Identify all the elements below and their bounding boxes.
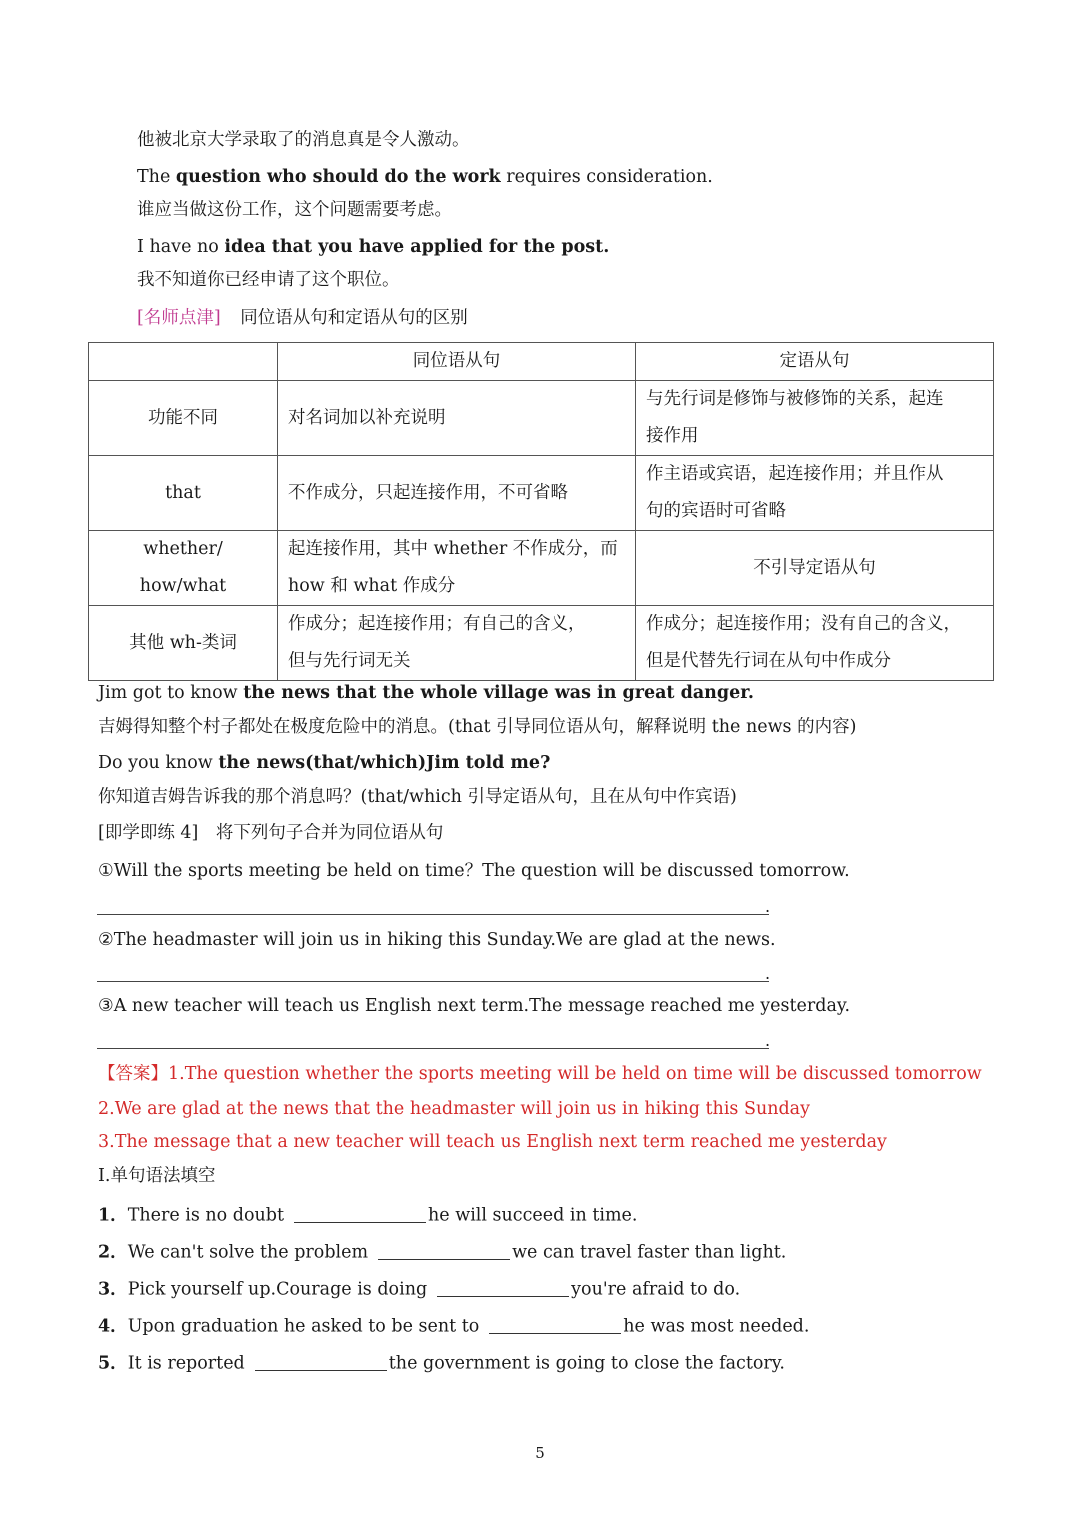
example-en-jim: Jim got to know the news that the whole village was in great danger. [98,683,754,703]
fill-blank-2[interactable] [378,1241,510,1260]
exercise-item-4: 4．Upon graduation he asked to be sent to he was most needed. [98,1316,810,1337]
practice-title: [即学即练 4] 将下列句子合并为同位语从句 [98,823,444,843]
attributive-cell: 作成分；起连接作用；没有自己的含义， 但是代替先行词在从句中作成分 [636,606,994,681]
exercise-title: I.单句语法填空 [98,1166,216,1186]
row-label: whether/ how/what [89,531,278,606]
tip-label: [名师点津] [137,308,221,328]
fill-blank-5[interactable] [255,1352,387,1371]
tip-heading [137,308,468,329]
exercise-item-1: 1．There is no doubt he will succeed in time. [98,1205,638,1226]
header-cell-appositive: 同位语从句 [278,343,636,381]
header-cell-attributive: 定语从句 [636,343,994,381]
row-label: that [89,456,278,531]
table-row [89,381,994,456]
exercise-item-5: 5．It is reported the government is going to close the factory. [98,1353,785,1374]
answer-line-1[interactable] [97,914,769,915]
example-zh-1: 他被北京大学录取了的消息真是令人激动。 [137,130,470,150]
attributive-cell: 不引导定语从句 [636,531,994,606]
practice-question-3: ③A new teacher will teach us English next term.The message reached me yesterday. [98,996,851,1016]
row-label: 其他 wh-类词 [89,606,278,681]
header-cell-empty [89,343,278,381]
comparison-table [88,342,994,681]
exercise-item-3: 3．Pick yourself up.Courage is doing you're afraid to do. [98,1279,741,1300]
example-zh-jim: 吉姆得知整个村子都处在极度危险中的消息。(that 引导同位语从句，解释说明 the news 的内容) [98,717,857,737]
appositive-cell: 起连接作用，其中 whether 不作成分，而 how 和 what 作成分 [278,531,636,606]
example-zh-3: 我不知道你已经申请了这个职位。 [137,270,400,290]
tip-title: 同位语从句和定语从句的区别 [240,308,468,328]
practice-question-2: ②The headmaster will join us in hiking this Sunday.We are glad at the news. [98,930,776,950]
page-number: 5 [535,1444,545,1462]
exercise-item-2: 2．We can't solve the problem we can travel faster than light. [98,1242,787,1263]
table-row [89,456,994,531]
row-label: 功能不同 [89,381,278,456]
example-zh-question: 你知道吉姆告诉我的那个消息吗？(that/which 引导定语从句，且在从句中作宾语) [98,787,737,807]
answer-line-3[interactable] [97,1048,769,1049]
appositive-cell: 作成分；起连接作用；有自己的含义， 但与先行词无关 [278,606,636,681]
example-en-question: Do you know the news(that/which)Jim told me? [98,753,551,773]
answer-period-3: . [765,1031,771,1050]
attributive-cell: 作主语或宾语，起连接作用；并且作从 句的宾语时可省略 [636,456,994,531]
example-zh-2: 谁应当做这份工作，这个问题需要考虑。 [137,200,452,220]
fill-blank-4[interactable] [489,1315,621,1334]
answer-2: 2.We are glad at the news that the headmaster will join us in hiking this Sunday [98,1099,811,1119]
attributive-cell: 与先行词是修饰与被修饰的关系，起连 接作用 [636,381,994,456]
fill-blank-3[interactable] [437,1278,569,1297]
answer-period-1: . [765,897,771,916]
table-row [89,606,994,681]
answer-line-2[interactable] [97,981,769,982]
practice-question-1: ①Will the sports meeting be held on time？The question will be discussed tomorrow. [98,861,850,881]
answer-1: 【答案】1.The question whether the sports meeting will be held on time will be discussed tomorrow [98,1064,982,1084]
table-row [89,531,994,606]
answer-period-2: . [765,964,771,983]
fill-blank-1[interactable] [294,1204,426,1223]
appositive-cell: 对名词加以补充说明 [278,381,636,456]
table-header-row [89,343,994,381]
appositive-cell: 不作成分，只起连接作用，不可省略 [278,456,636,531]
example-en-3: I have no idea that you have applied for the post. [137,237,610,257]
example-en-2: The question who should do the work requires consideration. [137,167,713,187]
answer-3: 3.The message that a new teacher will teach us English next term reached me yesterday [98,1132,887,1152]
